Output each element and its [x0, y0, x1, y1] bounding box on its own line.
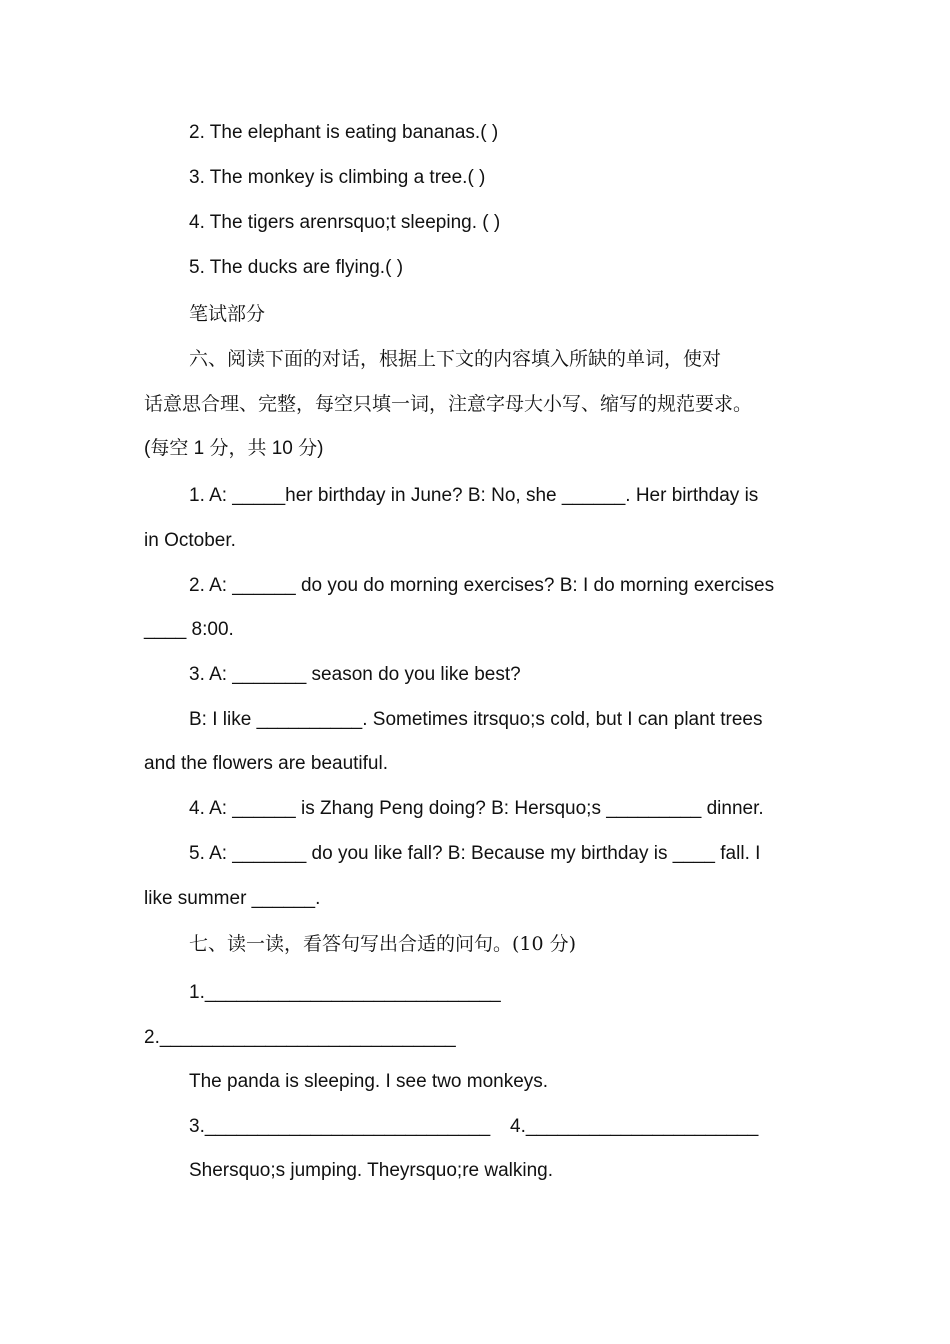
section6-question3-line1: 3. A: _______ season do you like best?	[189, 664, 521, 685]
section6-question3-line2: B: I like __________. Sometimes itrsquo;s cold, but I can plant trees	[189, 709, 763, 730]
listening-item-4: 4. The tigers arenrsquo;t sleeping. ( )	[189, 212, 501, 233]
section7-blank-3: 3.___________________________	[189, 1116, 491, 1137]
section6-question1-line2: in October.	[144, 530, 236, 551]
section6-instruction-line1: 六、阅读下面的对话，根据上下文的内容填入所缺的单词，使对	[189, 348, 722, 370]
written-section-title: 笔试部分	[189, 303, 266, 325]
section6-instruction-line3: (每空 1 分，共 10 分)	[144, 438, 324, 459]
section7-blank-4: 4.______________________	[510, 1116, 759, 1137]
section6-question4: 4. A: ______ is Zhang Peng doing? B: Hersquo;s _________ dinner.	[189, 798, 764, 819]
section6-question3-line3: and the flowers are beautiful.	[144, 753, 388, 774]
listening-item-5: 5. The ducks are flying.( )	[189, 257, 404, 278]
section6-question2-line1: 2. A: ______ do you do morning exercises? B: I do morning exercises	[189, 575, 775, 596]
section6-question2-line2: ____ 8:00.	[144, 619, 234, 640]
listening-item-2: 2. The elephant is eating bananas.( )	[189, 122, 499, 143]
section7-instruction: 七、读一读，看答句写出合适的问句。(10 分)	[189, 933, 577, 955]
section6-instruction-line2: 话意思合理、完整，每空只填一词，注意字母大小写、缩写的规范要求。	[144, 393, 753, 415]
section7-answer-line2: Shersquo;s jumping. Theyrsquo;re walking.	[189, 1160, 554, 1181]
section7-blank-1: 1.____________________________	[189, 982, 501, 1003]
section7-answer-line1: The panda is sleeping. I see two monkeys.	[189, 1071, 549, 1092]
section6-question5-line2: like summer ______.	[144, 888, 321, 909]
section6-question5-line1: 5. A: _______ do you like fall? B: Because my birthday is ____ fall. I	[189, 843, 761, 864]
listening-item-3: 3. The monkey is climbing a tree.( )	[189, 167, 486, 188]
section6-question1-line1: 1. A: _____her birthday in June? B: No, she ______. Her birthday is	[189, 485, 759, 506]
section7-blank-2: 2.____________________________	[144, 1027, 456, 1048]
